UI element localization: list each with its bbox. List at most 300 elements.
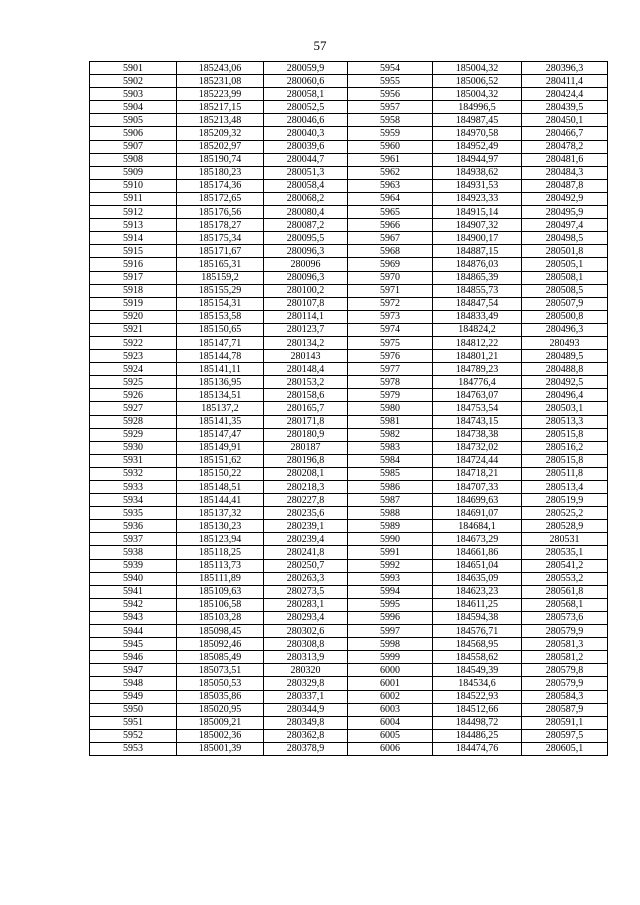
y-coordinate-cell: 280096 bbox=[264, 258, 348, 271]
point-number-cell: 5999 bbox=[348, 651, 433, 664]
y-coordinate-cell: 280553,2 bbox=[522, 572, 608, 585]
x-coordinate-cell: 185050,53 bbox=[177, 677, 264, 690]
point-number-cell: 5928 bbox=[90, 415, 177, 428]
table-row bbox=[90, 598, 608, 611]
y-coordinate-cell: 280241,8 bbox=[264, 546, 348, 559]
y-coordinate-cell: 280496,4 bbox=[522, 389, 608, 402]
point-number-cell: 5949 bbox=[90, 690, 177, 703]
x-coordinate-cell: 184833,49 bbox=[433, 310, 522, 323]
y-coordinate-cell: 280208,1 bbox=[264, 467, 348, 480]
y-coordinate-cell: 280308,8 bbox=[264, 638, 348, 651]
point-number-cell: 5980 bbox=[348, 402, 433, 415]
x-coordinate-cell: 184718,21 bbox=[433, 467, 522, 480]
x-coordinate-cell: 184498,72 bbox=[433, 716, 522, 729]
point-number-cell: 5904 bbox=[90, 101, 177, 114]
table-row bbox=[90, 742, 608, 755]
y-coordinate-cell: 280501,8 bbox=[522, 245, 608, 258]
table-row bbox=[90, 677, 608, 690]
table-row bbox=[90, 467, 608, 480]
y-coordinate-cell: 280511,8 bbox=[522, 467, 608, 480]
point-number-cell: 5994 bbox=[348, 585, 433, 598]
point-number-cell: 5996 bbox=[348, 611, 433, 624]
table-row bbox=[90, 75, 608, 88]
y-coordinate-cell: 280507,9 bbox=[522, 297, 608, 310]
y-coordinate-cell: 280488,8 bbox=[522, 363, 608, 376]
x-coordinate-cell: 184900,17 bbox=[433, 232, 522, 245]
y-coordinate-cell: 280039,6 bbox=[264, 140, 348, 153]
x-coordinate-cell: 184474,76 bbox=[433, 742, 522, 755]
point-number-cell: 5962 bbox=[348, 166, 433, 179]
point-number-cell: 5911 bbox=[90, 192, 177, 205]
x-coordinate-cell: 185148,51 bbox=[177, 481, 264, 494]
y-coordinate-cell: 280196,8 bbox=[264, 454, 348, 467]
point-number-cell: 5938 bbox=[90, 546, 177, 559]
y-coordinate-cell: 280148,4 bbox=[264, 363, 348, 376]
y-coordinate-cell: 280059,9 bbox=[264, 62, 348, 75]
point-number-cell: 5976 bbox=[348, 350, 433, 363]
x-coordinate-cell: 184938,62 bbox=[433, 166, 522, 179]
table-row bbox=[90, 350, 608, 363]
point-number-cell: 5926 bbox=[90, 389, 177, 402]
point-number-cell: 5960 bbox=[348, 140, 433, 153]
x-coordinate-cell: 185001,39 bbox=[177, 742, 264, 755]
y-coordinate-cell: 280040,3 bbox=[264, 127, 348, 140]
x-coordinate-cell: 184970,58 bbox=[433, 127, 522, 140]
table-row bbox=[90, 166, 608, 179]
point-number-cell: 5903 bbox=[90, 88, 177, 101]
y-coordinate-cell: 280525,2 bbox=[522, 507, 608, 520]
y-coordinate-cell: 280235,6 bbox=[264, 507, 348, 520]
x-coordinate-cell: 184691,07 bbox=[433, 507, 522, 520]
point-number-cell: 5998 bbox=[348, 638, 433, 651]
x-coordinate-cell: 185118,25 bbox=[177, 546, 264, 559]
y-coordinate-cell: 280313,9 bbox=[264, 651, 348, 664]
x-coordinate-cell: 184915,14 bbox=[433, 206, 522, 219]
y-coordinate-cell: 280487,8 bbox=[522, 179, 608, 192]
x-coordinate-cell: 185153,58 bbox=[177, 310, 264, 323]
table-row bbox=[90, 271, 608, 284]
y-coordinate-cell: 280505,1 bbox=[522, 258, 608, 271]
table-row bbox=[90, 245, 608, 258]
x-coordinate-cell: 184847,54 bbox=[433, 297, 522, 310]
table-row bbox=[90, 101, 608, 114]
table-row bbox=[90, 638, 608, 651]
y-coordinate-cell: 280579,9 bbox=[522, 625, 608, 638]
table-row bbox=[90, 206, 608, 219]
x-coordinate-cell: 185171,67 bbox=[177, 245, 264, 258]
table-row bbox=[90, 454, 608, 467]
point-number-cell: 5963 bbox=[348, 179, 433, 192]
point-number-cell: 5988 bbox=[348, 507, 433, 520]
y-coordinate-cell: 280513,4 bbox=[522, 481, 608, 494]
y-coordinate-cell: 280450,1 bbox=[522, 114, 608, 127]
x-coordinate-cell: 185217,15 bbox=[177, 101, 264, 114]
x-coordinate-cell: 185231,08 bbox=[177, 75, 264, 88]
x-coordinate-cell: 185243,06 bbox=[177, 62, 264, 75]
point-number-cell: 5951 bbox=[90, 716, 177, 729]
point-number-cell: 5930 bbox=[90, 441, 177, 454]
y-coordinate-cell: 280605,1 bbox=[522, 742, 608, 755]
x-coordinate-cell: 184549,39 bbox=[433, 664, 522, 677]
y-coordinate-cell: 280579,8 bbox=[522, 664, 608, 677]
point-number-cell: 5936 bbox=[90, 520, 177, 533]
y-coordinate-cell: 280263,3 bbox=[264, 572, 348, 585]
x-coordinate-cell: 184743,15 bbox=[433, 415, 522, 428]
point-number-cell: 5995 bbox=[348, 598, 433, 611]
x-coordinate-cell: 184996,5 bbox=[433, 101, 522, 114]
x-coordinate-cell: 185002,36 bbox=[177, 729, 264, 742]
y-coordinate-cell: 280060,6 bbox=[264, 75, 348, 88]
y-coordinate-cell: 280500,8 bbox=[522, 310, 608, 323]
y-coordinate-cell: 280535,1 bbox=[522, 546, 608, 559]
table-row bbox=[90, 481, 608, 494]
table-row bbox=[90, 703, 608, 716]
x-coordinate-cell: 185174,36 bbox=[177, 179, 264, 192]
x-coordinate-cell: 184661,86 bbox=[433, 546, 522, 559]
x-coordinate-cell: 185004,32 bbox=[433, 62, 522, 75]
point-number-cell: 5927 bbox=[90, 402, 177, 415]
point-number-cell: 5946 bbox=[90, 651, 177, 664]
point-number-cell: 5909 bbox=[90, 166, 177, 179]
x-coordinate-cell: 184824,2 bbox=[433, 323, 522, 336]
point-number-cell: 5950 bbox=[90, 703, 177, 716]
y-coordinate-cell: 280337,1 bbox=[264, 690, 348, 703]
y-coordinate-cell: 280498,5 bbox=[522, 232, 608, 245]
x-coordinate-cell: 185165,31 bbox=[177, 258, 264, 271]
y-coordinate-cell: 280171,8 bbox=[264, 415, 348, 428]
point-number-cell: 5956 bbox=[348, 88, 433, 101]
x-coordinate-cell: 185130,23 bbox=[177, 520, 264, 533]
x-coordinate-cell: 184651,04 bbox=[433, 559, 522, 572]
table-row bbox=[90, 520, 608, 533]
point-number-cell: 5973 bbox=[348, 310, 433, 323]
x-coordinate-cell: 184952,49 bbox=[433, 140, 522, 153]
point-number-cell: 5948 bbox=[90, 677, 177, 690]
point-number-cell: 5955 bbox=[348, 75, 433, 88]
y-coordinate-cell: 280250,7 bbox=[264, 559, 348, 572]
x-coordinate-cell: 185147,47 bbox=[177, 428, 264, 441]
x-coordinate-cell: 185136,95 bbox=[177, 376, 264, 389]
y-coordinate-cell: 280519,9 bbox=[522, 494, 608, 507]
y-coordinate-cell: 280513,3 bbox=[522, 415, 608, 428]
y-coordinate-cell: 280180,9 bbox=[264, 428, 348, 441]
y-coordinate-cell: 280516,2 bbox=[522, 441, 608, 454]
point-number-cell: 5922 bbox=[90, 336, 177, 349]
y-coordinate-cell: 280411,4 bbox=[522, 75, 608, 88]
x-coordinate-cell: 185098,45 bbox=[177, 625, 264, 638]
y-coordinate-cell: 280051,3 bbox=[264, 166, 348, 179]
table-row bbox=[90, 284, 608, 297]
point-number-cell: 5997 bbox=[348, 625, 433, 638]
point-number-cell: 5990 bbox=[348, 533, 433, 546]
x-coordinate-cell: 185092,46 bbox=[177, 638, 264, 651]
x-coordinate-cell: 184724,44 bbox=[433, 454, 522, 467]
x-coordinate-cell: 185035,86 bbox=[177, 690, 264, 703]
y-coordinate-cell: 280424,4 bbox=[522, 88, 608, 101]
point-number-cell: 5981 bbox=[348, 415, 433, 428]
table-row bbox=[90, 297, 608, 310]
point-number-cell: 6001 bbox=[348, 677, 433, 690]
y-coordinate-cell: 280561,8 bbox=[522, 585, 608, 598]
x-coordinate-cell: 185111,89 bbox=[177, 572, 264, 585]
table-row bbox=[90, 114, 608, 127]
point-number-cell: 5916 bbox=[90, 258, 177, 271]
y-coordinate-cell: 280320 bbox=[264, 664, 348, 677]
x-coordinate-cell: 185004,32 bbox=[433, 88, 522, 101]
y-coordinate-cell: 280362,8 bbox=[264, 729, 348, 742]
point-number-cell: 5944 bbox=[90, 625, 177, 638]
y-coordinate-cell: 280143 bbox=[264, 350, 348, 363]
y-coordinate-cell: 280058,1 bbox=[264, 88, 348, 101]
point-number-cell: 5959 bbox=[348, 127, 433, 140]
table-row bbox=[90, 140, 608, 153]
x-coordinate-cell: 185150,22 bbox=[177, 467, 264, 480]
y-coordinate-cell: 280478,2 bbox=[522, 140, 608, 153]
table-row bbox=[90, 533, 608, 546]
y-coordinate-cell: 280100,2 bbox=[264, 284, 348, 297]
y-coordinate-cell: 280107,8 bbox=[264, 297, 348, 310]
x-coordinate-cell: 185176,56 bbox=[177, 206, 264, 219]
point-number-cell: 5913 bbox=[90, 219, 177, 232]
point-number-cell: 5953 bbox=[90, 742, 177, 755]
x-coordinate-cell: 184987,45 bbox=[433, 114, 522, 127]
point-number-cell: 5968 bbox=[348, 245, 433, 258]
table-row bbox=[90, 625, 608, 638]
y-coordinate-cell: 280541,2 bbox=[522, 559, 608, 572]
x-coordinate-cell: 185020,95 bbox=[177, 703, 264, 716]
x-coordinate-cell: 185144,41 bbox=[177, 494, 264, 507]
point-number-cell: 5929 bbox=[90, 428, 177, 441]
point-number-cell: 5958 bbox=[348, 114, 433, 127]
x-coordinate-cell: 185159,2 bbox=[177, 271, 264, 284]
x-coordinate-cell: 185209,32 bbox=[177, 127, 264, 140]
x-coordinate-cell: 185213,48 bbox=[177, 114, 264, 127]
y-coordinate-cell: 280481,6 bbox=[522, 153, 608, 166]
y-coordinate-cell: 280587,9 bbox=[522, 703, 608, 716]
table-row bbox=[90, 441, 608, 454]
x-coordinate-cell: 184776,4 bbox=[433, 376, 522, 389]
point-number-cell: 5992 bbox=[348, 559, 433, 572]
x-coordinate-cell: 184534,6 bbox=[433, 677, 522, 690]
coordinates-table bbox=[89, 61, 608, 756]
point-number-cell: 5986 bbox=[348, 481, 433, 494]
y-coordinate-cell: 280493 bbox=[522, 336, 608, 349]
y-coordinate-cell: 280378,9 bbox=[264, 742, 348, 755]
table-row bbox=[90, 389, 608, 402]
point-number-cell: 5957 bbox=[348, 101, 433, 114]
point-number-cell: 5984 bbox=[348, 454, 433, 467]
x-coordinate-cell: 184876,03 bbox=[433, 258, 522, 271]
point-number-cell: 5912 bbox=[90, 206, 177, 219]
y-coordinate-cell: 280597,5 bbox=[522, 729, 608, 742]
point-number-cell: 5966 bbox=[348, 219, 433, 232]
x-coordinate-cell: 184512,66 bbox=[433, 703, 522, 716]
coordinates-table-body bbox=[90, 62, 608, 756]
x-coordinate-cell: 185180,23 bbox=[177, 166, 264, 179]
x-coordinate-cell: 184732,02 bbox=[433, 441, 522, 454]
point-number-cell: 5931 bbox=[90, 454, 177, 467]
point-number-cell: 5939 bbox=[90, 559, 177, 572]
x-coordinate-cell: 184611,25 bbox=[433, 598, 522, 611]
y-coordinate-cell: 280503,1 bbox=[522, 402, 608, 415]
table-row bbox=[90, 546, 608, 559]
table-row bbox=[90, 192, 608, 205]
point-number-cell: 5971 bbox=[348, 284, 433, 297]
x-coordinate-cell: 185103,28 bbox=[177, 611, 264, 624]
y-coordinate-cell: 280497,4 bbox=[522, 219, 608, 232]
point-number-cell: 5917 bbox=[90, 271, 177, 284]
table-row bbox=[90, 664, 608, 677]
point-number-cell: 5923 bbox=[90, 350, 177, 363]
y-coordinate-cell: 280044,7 bbox=[264, 153, 348, 166]
point-number-cell: 5934 bbox=[90, 494, 177, 507]
table-row bbox=[90, 611, 608, 624]
x-coordinate-cell: 184684,1 bbox=[433, 520, 522, 533]
y-coordinate-cell: 280114,1 bbox=[264, 310, 348, 323]
y-coordinate-cell: 280123,7 bbox=[264, 323, 348, 336]
point-number-cell: 5918 bbox=[90, 284, 177, 297]
point-number-cell: 5954 bbox=[348, 62, 433, 75]
point-number-cell: 5961 bbox=[348, 153, 433, 166]
y-coordinate-cell: 280158,6 bbox=[264, 389, 348, 402]
x-coordinate-cell: 185202,97 bbox=[177, 140, 264, 153]
x-coordinate-cell: 184738,38 bbox=[433, 428, 522, 441]
point-number-cell: 5989 bbox=[348, 520, 433, 533]
point-number-cell: 5940 bbox=[90, 572, 177, 585]
table-row bbox=[90, 415, 608, 428]
x-coordinate-cell: 185141,35 bbox=[177, 415, 264, 428]
point-number-cell: 5965 bbox=[348, 206, 433, 219]
y-coordinate-cell: 280496,3 bbox=[522, 323, 608, 336]
table-row bbox=[90, 585, 608, 598]
point-number-cell: 5970 bbox=[348, 271, 433, 284]
y-coordinate-cell: 280396,3 bbox=[522, 62, 608, 75]
point-number-cell: 5975 bbox=[348, 336, 433, 349]
point-number-cell: 5919 bbox=[90, 297, 177, 310]
point-number-cell: 5935 bbox=[90, 507, 177, 520]
point-number-cell: 5941 bbox=[90, 585, 177, 598]
y-coordinate-cell: 280187 bbox=[264, 441, 348, 454]
y-coordinate-cell: 280096,3 bbox=[264, 271, 348, 284]
x-coordinate-cell: 184635,09 bbox=[433, 572, 522, 585]
x-coordinate-cell: 185154,31 bbox=[177, 297, 264, 310]
x-coordinate-cell: 185009,21 bbox=[177, 716, 264, 729]
y-coordinate-cell: 280052,5 bbox=[264, 101, 348, 114]
point-number-cell: 5985 bbox=[348, 467, 433, 480]
y-coordinate-cell: 280134,2 bbox=[264, 336, 348, 349]
x-coordinate-cell: 185223,99 bbox=[177, 88, 264, 101]
point-number-cell: 5967 bbox=[348, 232, 433, 245]
page-number: 57 bbox=[313, 38, 327, 53]
y-coordinate-cell: 280095,5 bbox=[264, 232, 348, 245]
point-number-cell: 5925 bbox=[90, 376, 177, 389]
table-row bbox=[90, 179, 608, 192]
table-row bbox=[90, 507, 608, 520]
point-number-cell: 5937 bbox=[90, 533, 177, 546]
y-coordinate-cell: 280492,5 bbox=[522, 376, 608, 389]
x-coordinate-cell: 185155,29 bbox=[177, 284, 264, 297]
y-coordinate-cell: 280508,1 bbox=[522, 271, 608, 284]
x-coordinate-cell: 185150,65 bbox=[177, 323, 264, 336]
point-number-cell: 5914 bbox=[90, 232, 177, 245]
x-coordinate-cell: 184907,32 bbox=[433, 219, 522, 232]
table-row bbox=[90, 559, 608, 572]
y-coordinate-cell: 280165,7 bbox=[264, 402, 348, 415]
y-coordinate-cell: 280283,1 bbox=[264, 598, 348, 611]
y-coordinate-cell: 280227,8 bbox=[264, 494, 348, 507]
x-coordinate-cell: 184673,29 bbox=[433, 533, 522, 546]
table-row bbox=[90, 729, 608, 742]
y-coordinate-cell: 280515,8 bbox=[522, 428, 608, 441]
table-row bbox=[90, 127, 608, 140]
x-coordinate-cell: 185137,2 bbox=[177, 402, 264, 415]
x-coordinate-cell: 184931,53 bbox=[433, 179, 522, 192]
point-number-cell: 5943 bbox=[90, 611, 177, 624]
point-number-cell: 5947 bbox=[90, 664, 177, 677]
x-coordinate-cell: 184486,25 bbox=[433, 729, 522, 742]
y-coordinate-cell: 280068,2 bbox=[264, 192, 348, 205]
point-number-cell: 5924 bbox=[90, 363, 177, 376]
x-coordinate-cell: 185144,78 bbox=[177, 350, 264, 363]
point-number-cell: 5979 bbox=[348, 389, 433, 402]
y-coordinate-cell: 280466,7 bbox=[522, 127, 608, 140]
x-coordinate-cell: 185141,11 bbox=[177, 363, 264, 376]
table-row bbox=[90, 402, 608, 415]
table-row bbox=[90, 572, 608, 585]
y-coordinate-cell: 280239,1 bbox=[264, 520, 348, 533]
point-number-cell: 5933 bbox=[90, 481, 177, 494]
y-coordinate-cell: 280584,3 bbox=[522, 690, 608, 703]
table-row bbox=[90, 88, 608, 101]
x-coordinate-cell: 185137,32 bbox=[177, 507, 264, 520]
table-row bbox=[90, 232, 608, 245]
y-coordinate-cell: 280492,9 bbox=[522, 192, 608, 205]
y-coordinate-cell: 280329,8 bbox=[264, 677, 348, 690]
x-coordinate-cell: 185149,91 bbox=[177, 441, 264, 454]
point-number-cell: 5952 bbox=[90, 729, 177, 742]
point-number-cell: 5908 bbox=[90, 153, 177, 166]
table-row bbox=[90, 363, 608, 376]
x-coordinate-cell: 184789,23 bbox=[433, 363, 522, 376]
point-number-cell: 5977 bbox=[348, 363, 433, 376]
point-number-cell: 5993 bbox=[348, 572, 433, 585]
y-coordinate-cell: 280096,3 bbox=[264, 245, 348, 258]
table-row bbox=[90, 323, 608, 336]
y-coordinate-cell: 280302,6 bbox=[264, 625, 348, 638]
x-coordinate-cell: 185106,58 bbox=[177, 598, 264, 611]
x-coordinate-cell: 184753,54 bbox=[433, 402, 522, 415]
y-coordinate-cell: 280531 bbox=[522, 533, 608, 546]
point-number-cell: 6000 bbox=[348, 664, 433, 677]
x-coordinate-cell: 184944,97 bbox=[433, 153, 522, 166]
point-number-cell: 5905 bbox=[90, 114, 177, 127]
point-number-cell: 5974 bbox=[348, 323, 433, 336]
point-number-cell: 5982 bbox=[348, 428, 433, 441]
y-coordinate-cell: 280573,6 bbox=[522, 611, 608, 624]
table-row bbox=[90, 62, 608, 75]
point-number-cell: 5921 bbox=[90, 323, 177, 336]
x-coordinate-cell: 184763,07 bbox=[433, 389, 522, 402]
x-coordinate-cell: 184576,71 bbox=[433, 625, 522, 638]
x-coordinate-cell: 185006,52 bbox=[433, 75, 522, 88]
point-number-cell: 6003 bbox=[348, 703, 433, 716]
x-coordinate-cell: 185134,51 bbox=[177, 389, 264, 402]
table-row bbox=[90, 258, 608, 271]
x-coordinate-cell: 185109,63 bbox=[177, 585, 264, 598]
point-number-cell: 5902 bbox=[90, 75, 177, 88]
point-number-cell: 5906 bbox=[90, 127, 177, 140]
x-coordinate-cell: 184568,95 bbox=[433, 638, 522, 651]
